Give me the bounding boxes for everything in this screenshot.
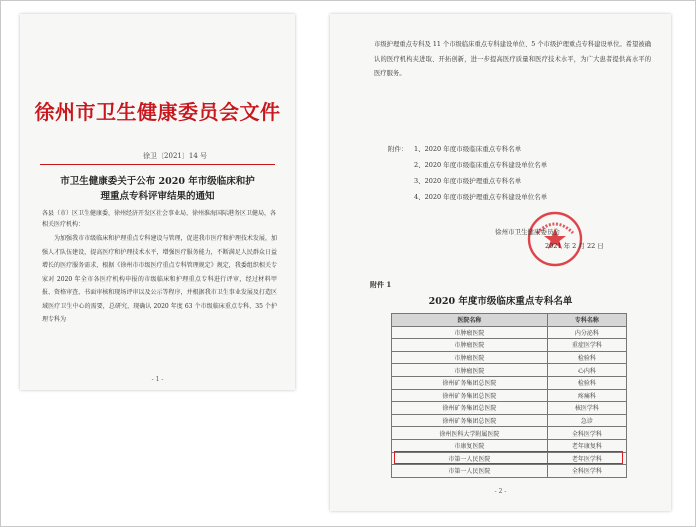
official-seal-icon xyxy=(525,209,585,269)
table-row xyxy=(392,427,627,440)
hospital-cell: 徐州医科大学附属医院 xyxy=(392,427,548,440)
attachments-label: 附件： xyxy=(388,145,408,153)
table-row xyxy=(392,364,627,377)
table-row xyxy=(392,326,627,339)
specialty-cell: 全科医学科 xyxy=(547,427,626,440)
specialty-cell: 重症医学科 xyxy=(547,339,626,352)
table-row xyxy=(392,376,627,389)
page-number: - 2 - xyxy=(494,488,507,495)
specialty-cell: 老年康复科 xyxy=(547,439,626,452)
table-row xyxy=(392,414,627,427)
notice-title xyxy=(34,174,281,204)
notice-title-line-2: 理重点专科评审结果的通知 xyxy=(100,191,215,202)
page-number: - 1 - xyxy=(151,376,164,383)
red-header-title: 徐州市卫生健康委员会文件 xyxy=(34,100,281,124)
specialty-cell: 急诊 xyxy=(547,414,626,427)
document-page-1 xyxy=(20,14,295,390)
hospital-cell: 市肿瘤医院 xyxy=(392,339,548,352)
highlight-box xyxy=(394,451,623,464)
table-row xyxy=(392,389,627,402)
hospital-cell: 徐州矿务集团总医院 xyxy=(392,402,548,415)
red-divider xyxy=(40,164,275,165)
document-page-2 xyxy=(330,14,671,511)
specialty-cell: 检验科 xyxy=(547,376,626,389)
column-header: 专科名称 xyxy=(547,314,626,327)
attachment-item: 1、2020 年度市级临床重点专科名单 xyxy=(414,145,522,153)
table-row xyxy=(392,339,627,352)
specialty-cell: 核医学科 xyxy=(547,402,626,415)
notice-title-line-1: 市卫生健康委关于公布 2020 年市级临床和护 xyxy=(60,176,255,187)
specialty-cell: 全科医学科 xyxy=(547,465,626,478)
specialty-cell: 疼痛科 xyxy=(547,389,626,402)
hospital-cell: 市肿瘤医院 xyxy=(392,326,548,339)
table-header-row xyxy=(392,314,627,327)
body-text: 市级护理重点专科及 11 个市级临床重点专科建设单位、5 个市级护理重点专科建设单位。希望被确认的医疗机构夹进取、开拓创新，进一步提高医疗质量和医疗技术水平，为广大患者提供高水平的医疗服务。 xyxy=(374,41,651,77)
addressee: 各县（市）区卫生健康委，徐州经济开发区社会事业局、徐州淮海国际港务区卫健局，各相关医疗机构： xyxy=(42,210,277,228)
hospital-cell: 徐州矿务集团总医院 xyxy=(392,389,548,402)
table-title: 2020 年度市级临床重点专科名单 xyxy=(428,296,573,307)
table-row xyxy=(392,402,627,415)
attachment-item: 4、2020 年度市级护理重点专科建设单位名单 xyxy=(414,193,548,201)
body-text: 为加强我市市级临床和护理重点专科建设与管理，促进我市医疗和护理技术发展，加强人才队伍建设，提高医疗和护理技术水平，增强医疗服务能力，不断满足人民群众日益增长的医疗服务需求，根据《徐州市市级医疗重点专科管理规定》规定，我委组织相关专家对 2020 年全市各医疗机构申报的市级临床和护理重点专科进行评审，经过材料甲报、资格审查、书面审核和现场评审以及公示等程序，并根据我市卫生事业发展及打造区域医疗卫生中心的需要，总研究，现确认 2020 年度 63 个市级临床重点专科、35 个护理专科为 xyxy=(42,235,277,323)
attachment-item: 3、2020 年度市级护理重点专科名单 xyxy=(414,177,522,185)
attachment-item: 2、2020 年度市级临床重点专科建设单位名单 xyxy=(414,161,548,169)
hospital-cell: 市康复医院 xyxy=(392,439,548,452)
hospital-cell: 徐州矿务集团总医院 xyxy=(392,376,548,389)
hospital-cell: 市肿瘤医院 xyxy=(392,351,548,364)
hospital-cell: 市肿瘤医院 xyxy=(392,364,548,377)
signature-organization: 徐州市卫生健康委员会 xyxy=(495,228,560,236)
specialty-cell: 老年医学科 xyxy=(547,452,626,465)
specialty-cell: 内分泌科 xyxy=(547,326,626,339)
table-row xyxy=(392,351,627,364)
specialty-cell: 心内科 xyxy=(547,364,626,377)
column-header: 医院名称 xyxy=(392,314,548,327)
signature-date: 2021 年 2 月 22 日 xyxy=(545,242,604,250)
appendix-label: 附件 1 xyxy=(370,280,392,289)
document-number: 徐卫〔2021〕14 号 xyxy=(143,152,207,160)
specialty-cell: 检验科 xyxy=(547,351,626,364)
hospital-cell: 徐州矿务集团总医院 xyxy=(392,414,548,427)
hospital-cell: 市第一人民医院 xyxy=(392,452,548,465)
table-row-highlighted xyxy=(392,465,627,478)
hospital-cell: 市第一人民医院 xyxy=(392,465,548,478)
